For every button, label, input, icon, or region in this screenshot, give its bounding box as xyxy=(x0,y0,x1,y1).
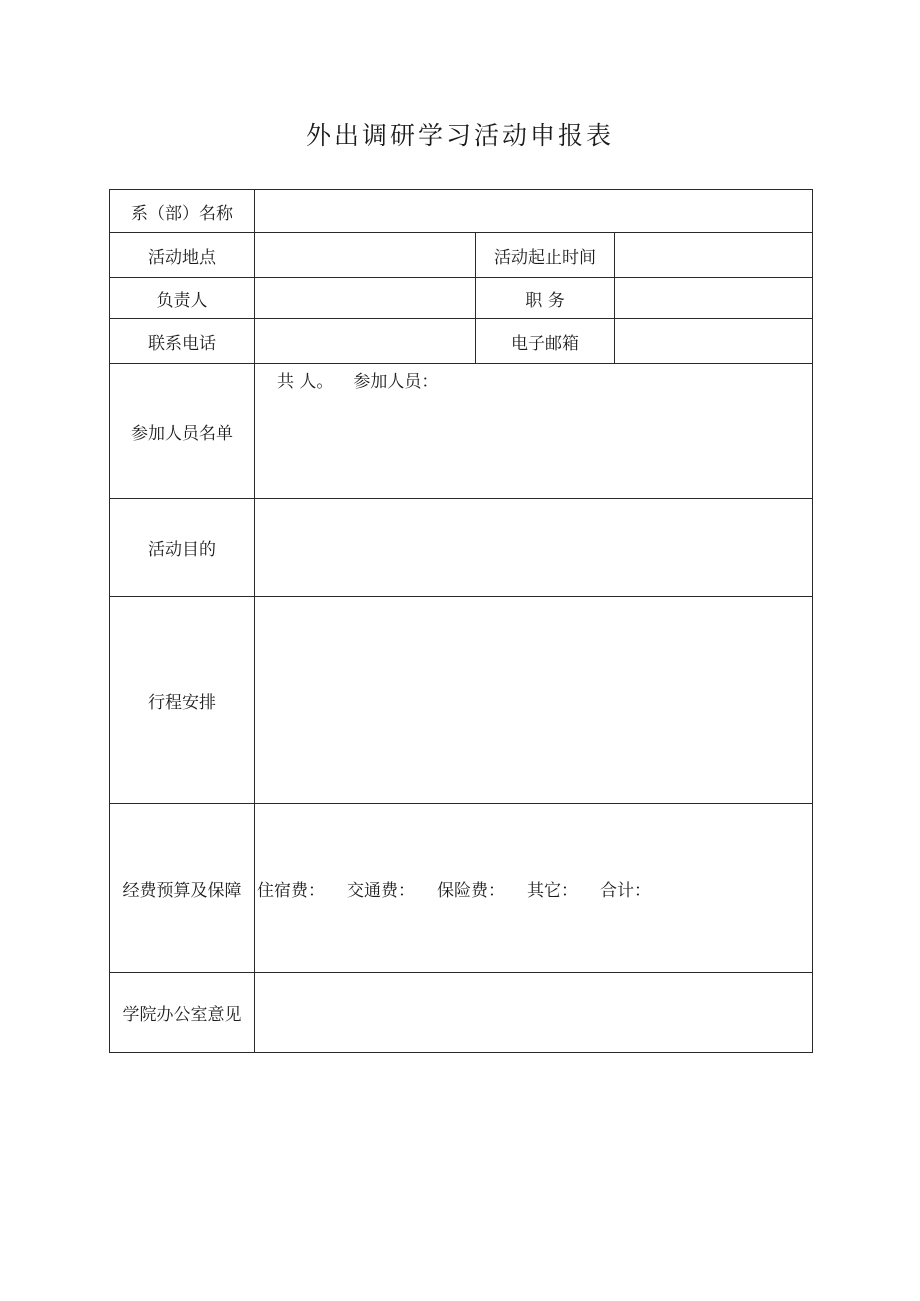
itinerary-label: 行程安排 xyxy=(110,597,255,804)
row-leader-position xyxy=(110,278,813,319)
budget-accommodation: 住宿费： xyxy=(257,880,325,901)
purpose-field[interactable] xyxy=(255,499,813,597)
row-phone-email xyxy=(110,319,813,364)
participants-field[interactable] xyxy=(255,364,813,499)
row-budget xyxy=(110,804,813,973)
budget-total: 合计： xyxy=(600,880,651,901)
phone-label: 联系电话 xyxy=(110,319,255,364)
row-participants xyxy=(110,364,813,499)
row-itinerary xyxy=(110,597,813,804)
row-dept-name xyxy=(110,190,813,233)
participants-members-label: 参加人员： xyxy=(353,371,439,392)
participants-label: 参加人员名单 xyxy=(110,364,255,499)
budget-insurance: 保险费： xyxy=(437,880,505,901)
budget-items xyxy=(255,876,812,901)
email-label: 电子邮箱 xyxy=(476,319,615,364)
office-opinion-label: 学院办公室意见 xyxy=(110,973,255,1053)
budget-other: 其它： xyxy=(527,880,578,901)
row-purpose xyxy=(110,499,813,597)
itinerary-field[interactable] xyxy=(255,597,813,804)
purpose-label: 活动目的 xyxy=(110,499,255,597)
position-field[interactable] xyxy=(615,278,813,319)
row-office-opinion xyxy=(110,973,813,1053)
dept-name-label: 系（部）名称 xyxy=(110,190,255,233)
leader-label: 负责人 xyxy=(110,278,255,319)
budget-field[interactable] xyxy=(255,804,813,973)
position-label: 职 务 xyxy=(476,278,615,319)
budget-label: 经费预算及保障 xyxy=(110,804,255,973)
period-field[interactable] xyxy=(615,233,813,278)
office-opinion-field[interactable] xyxy=(255,973,813,1053)
participants-total: 共 人。 xyxy=(277,371,334,392)
row-location-period xyxy=(110,233,813,278)
participants-summary xyxy=(255,367,812,392)
email-field[interactable] xyxy=(615,319,813,364)
form-title: 外出调研学习活动申报表 xyxy=(305,121,614,150)
application-form-table xyxy=(109,189,813,1053)
dept-name-field[interactable] xyxy=(255,190,813,233)
budget-transport: 交通费： xyxy=(347,880,415,901)
phone-field[interactable] xyxy=(255,319,476,364)
leader-field[interactable] xyxy=(255,278,476,319)
period-label: 活动起止时间 xyxy=(476,233,615,278)
location-label: 活动地点 xyxy=(110,233,255,278)
location-field[interactable] xyxy=(255,233,476,278)
